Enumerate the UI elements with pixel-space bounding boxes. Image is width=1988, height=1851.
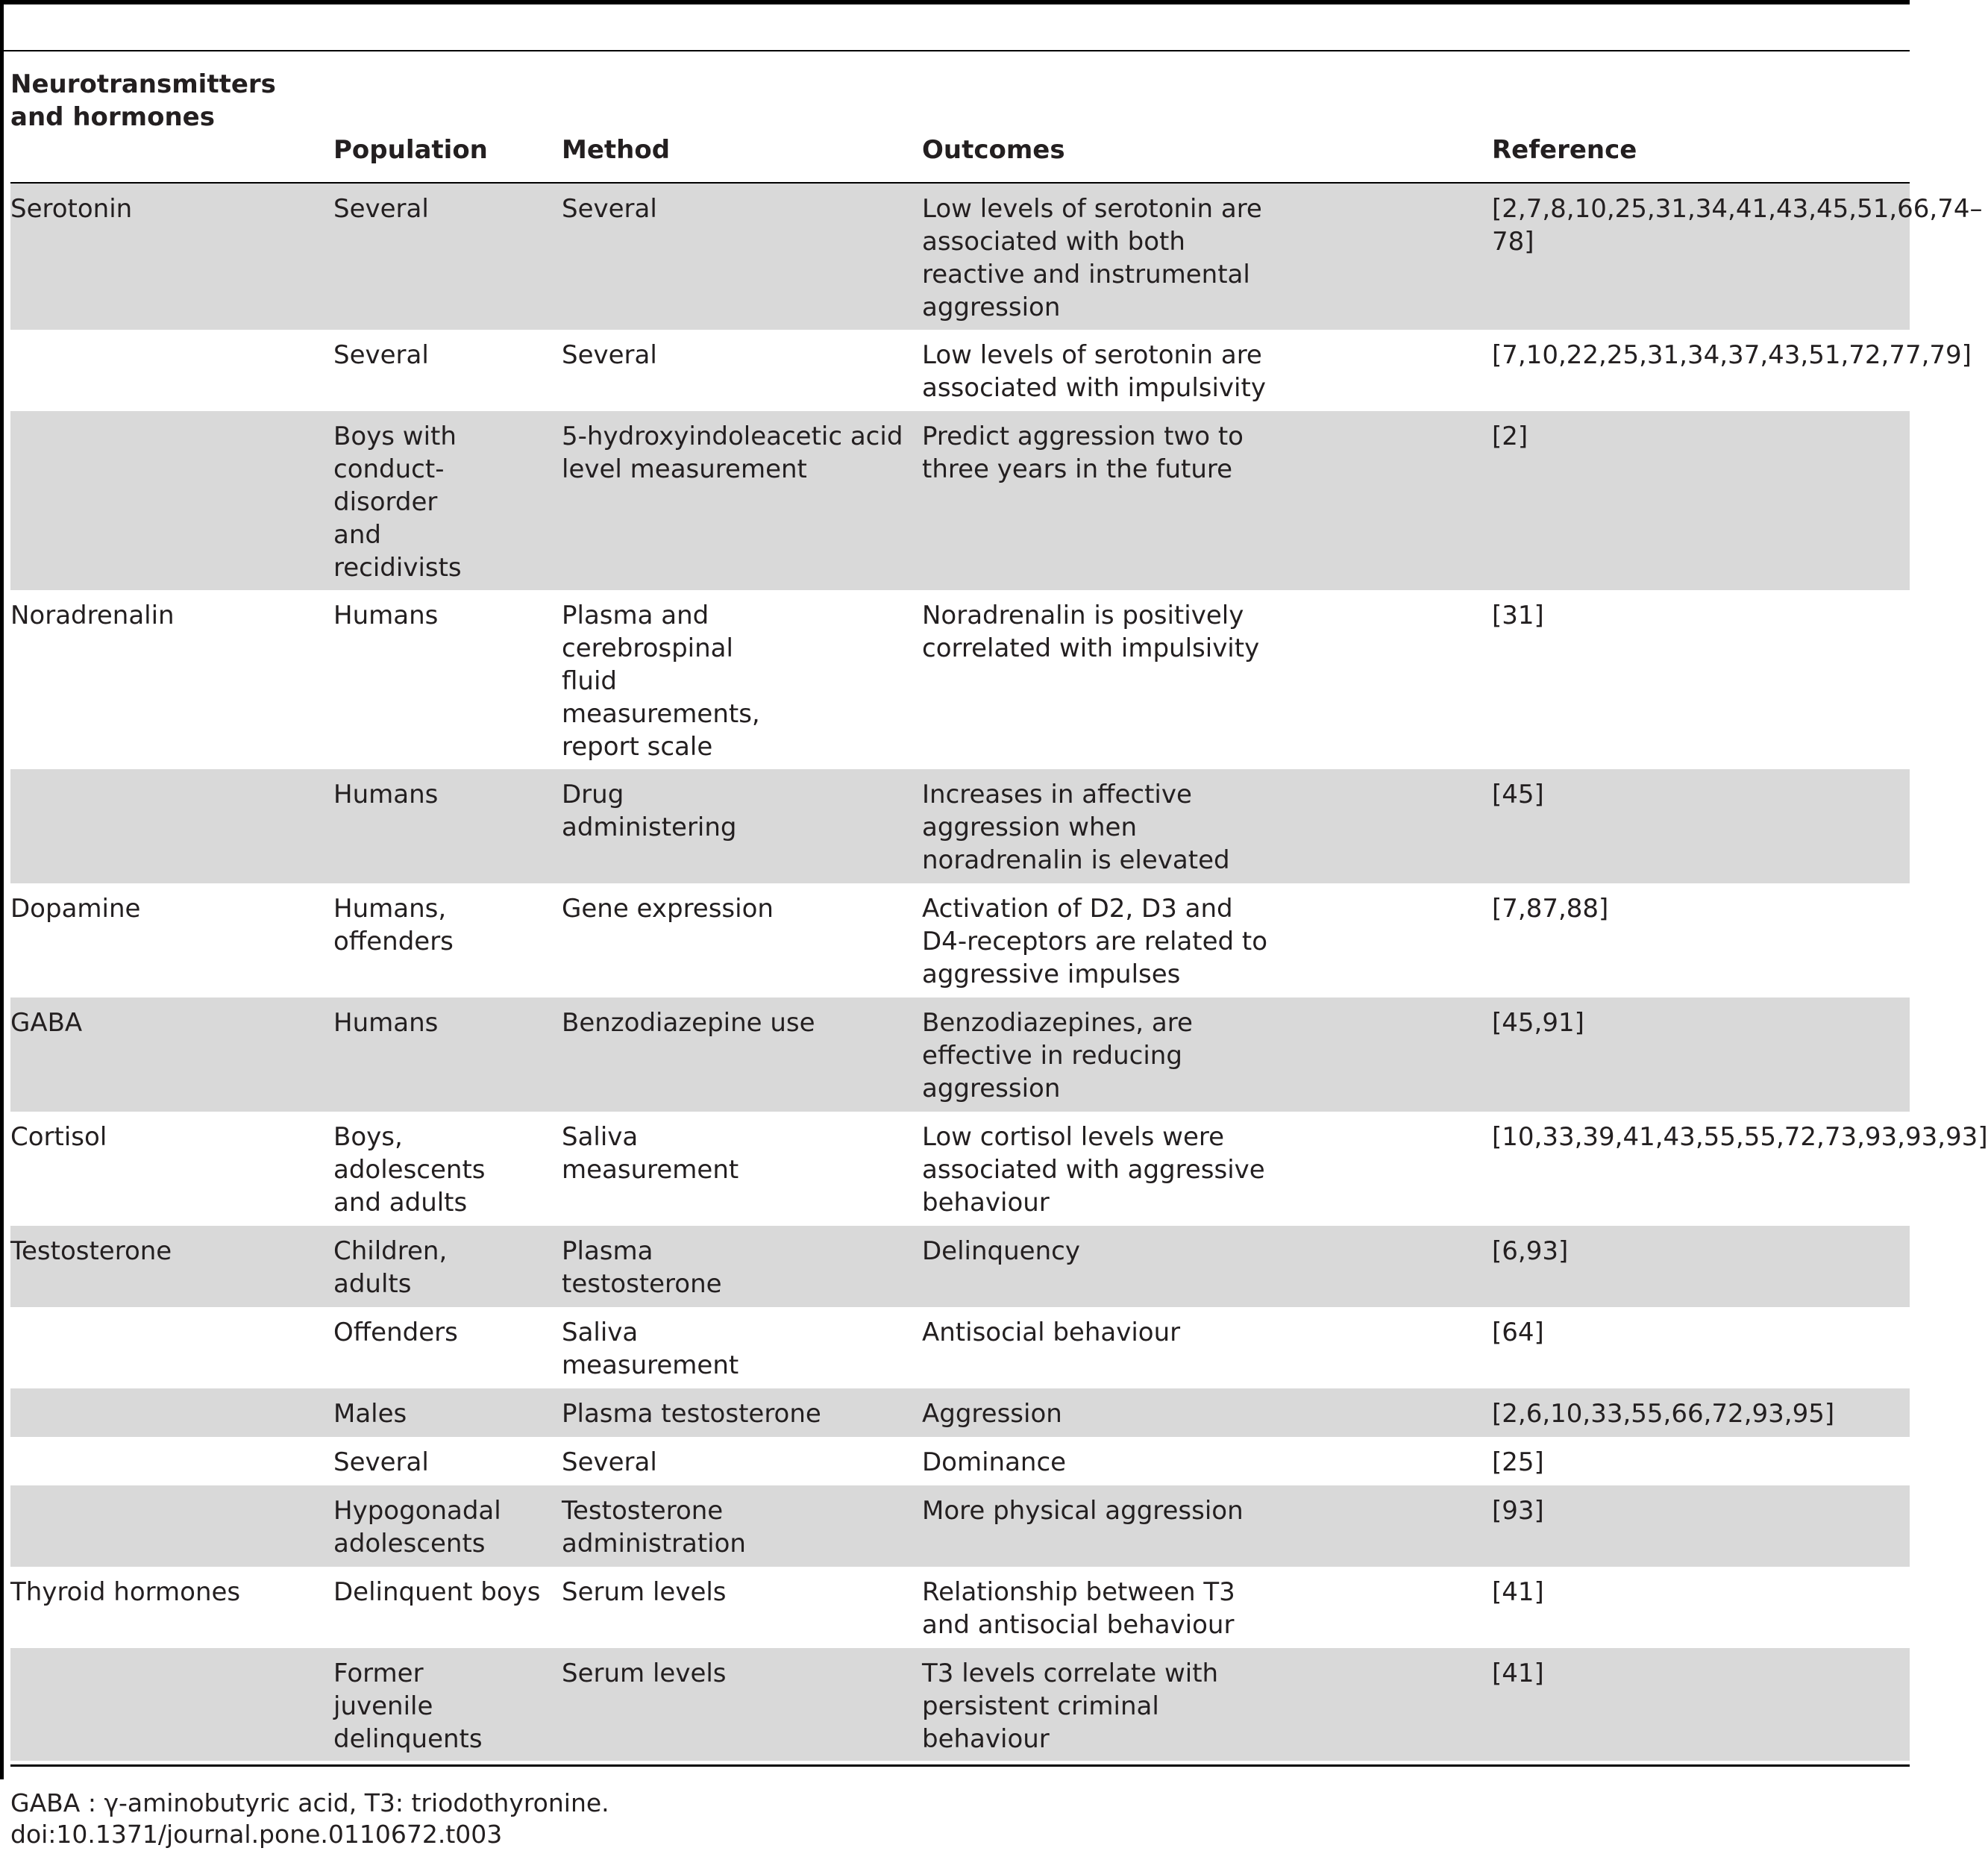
cell-agent: [10, 769, 333, 883]
cell-outcome: Activation of D2, D3 and D4-receptors are related to aggressive impulses: [922, 894, 1268, 989]
cell-outcome: Predict aggression two to three years in the future: [922, 411, 1492, 590]
cell-method: Testosterone administration: [562, 1485, 922, 1567]
cell-population: Males: [333, 1388, 562, 1437]
cell-agent: Serotonin: [10, 184, 333, 330]
cell-method: Plasma testosterone: [562, 1388, 922, 1437]
cell-reference: [6,93]: [1492, 1226, 1910, 1307]
cell-method: Several: [562, 184, 922, 330]
table-row: [10, 1307, 1910, 1388]
cell-method: 5-hydroxyindoleacetic acid level measurement: [562, 411, 922, 590]
table-row: [10, 1648, 1910, 1761]
cell-outcome: Increases in affective aggression when noradrenalin is elevated: [922, 769, 1492, 883]
cell-outcome: Low levels of serotonin are associated with impulsivity: [922, 340, 1266, 403]
cell-population: Hypogonadal adolescents: [333, 1485, 562, 1567]
cell-method: Plasma and cerebrospinal fluid measurements, report scale: [562, 601, 760, 762]
cell-reference: [41]: [1492, 1577, 1544, 1607]
header-method: Method: [562, 135, 671, 165]
cell-outcome: Noradrenalin is positively correlated with impulsivity: [922, 601, 1260, 663]
cell-population: Several: [333, 340, 429, 370]
table-row: [10, 330, 1910, 411]
table-row: [10, 1226, 1910, 1307]
cell-population: Several: [333, 184, 562, 330]
cell-agent: [10, 411, 333, 590]
cell-reference: [45]: [1492, 769, 1910, 883]
header-reference: Reference: [1492, 135, 1637, 165]
cell-population: Humans, offenders: [333, 894, 454, 956]
cell-population: Humans: [333, 997, 562, 1112]
cell-method: Drug administering: [562, 769, 922, 883]
cell-outcome: Antisocial behaviour: [922, 1318, 1181, 1347]
cell-outcome: Low cortisol levels were associated with aggressive behaviour: [922, 1122, 1265, 1218]
cell-population: Former juvenile delinquents: [333, 1648, 562, 1761]
cell-outcome: Aggression: [922, 1388, 1492, 1437]
doi-label: doi:10.1371/journal.pone.0110672.t003: [10, 1820, 503, 1849]
cell-population: Several: [333, 1447, 429, 1477]
cell-agent: GABA: [10, 997, 333, 1112]
table-row: [10, 1567, 1910, 1648]
left-border: [0, 0, 4, 1779]
table-row: [10, 590, 1910, 769]
cell-method: Saliva measurement: [562, 1122, 739, 1185]
cell-agent: Dopamine: [10, 894, 141, 924]
table-row: [10, 1437, 1910, 1485]
table-row: [10, 1112, 1910, 1226]
cell-agent: [10, 330, 333, 411]
cell-outcome: T3 levels correlate with persistent criminal behaviour: [922, 1648, 1492, 1761]
table-row: [10, 1485, 1910, 1567]
data-table: [10, 184, 1988, 1761]
cell-agent: Testosterone: [10, 1226, 333, 1307]
table-row: [10, 769, 1910, 883]
cell-method: Benzodiazepine use: [562, 997, 922, 1112]
cell-reference: [2,7,8,10,25,31,34,41,43,45,51,66,74–78]: [1492, 184, 1910, 330]
cell-agent: Cortisol: [10, 1122, 107, 1152]
cell-population: Humans: [333, 769, 562, 883]
cell-population: Boys, adolescents and adults: [333, 1122, 486, 1218]
table-top-rule: [0, 0, 1910, 4]
cell-agent: Thyroid hormones: [10, 1577, 241, 1607]
cell-outcome: Delinquency: [922, 1226, 1492, 1307]
cell-outcome: Low levels of serotonin are associated with both reactive and instrumental aggression: [922, 184, 1492, 330]
cell-reference: [25]: [1492, 1447, 1544, 1477]
cell-method: Saliva measurement: [562, 1318, 739, 1380]
header-neurotransmitters: Neurotransmitters and hormones: [10, 69, 276, 132]
cell-method: Serum levels: [562, 1577, 727, 1607]
table-bottom-rule: [10, 1764, 1910, 1767]
cell-reference: [31]: [1492, 601, 1544, 630]
cell-outcome: Dominance: [922, 1447, 1067, 1477]
cell-population: Boys with conduct-disorder and recidivists: [333, 411, 562, 590]
cell-agent: Noradrenalin: [10, 601, 175, 630]
cell-agent: [10, 1307, 333, 1388]
table-row: [10, 184, 1910, 330]
table-row: [10, 411, 1910, 590]
cell-method: Several: [562, 340, 657, 370]
cell-agent: [10, 1485, 333, 1567]
cell-outcome: More physical aggression: [922, 1485, 1492, 1567]
cell-agent: [10, 1388, 333, 1437]
cell-reference: [10,33,39,41,43,55,55,72,73,93,93,93]: [1492, 1122, 1988, 1152]
table-top-thin-rule: [0, 50, 1910, 51]
cell-agent: [10, 1648, 333, 1761]
cell-reference: [93]: [1492, 1485, 1910, 1567]
cell-method: Several: [562, 1447, 657, 1477]
header-outcomes: Outcomes: [922, 135, 1065, 165]
cell-reference: [41]: [1492, 1648, 1910, 1761]
header-population: Population: [333, 135, 488, 165]
cell-method: Gene expression: [562, 894, 774, 924]
cell-reference: [64]: [1492, 1318, 1544, 1347]
cell-outcome: Relationship between T3 and antisocial behaviour: [922, 1577, 1235, 1640]
cell-population: Delinquent boys: [333, 1577, 541, 1607]
cell-agent: [10, 1437, 333, 1485]
cell-reference: [2,6,10,33,55,66,72,93,95]: [1492, 1388, 1910, 1437]
cell-outcome: Benzodiazepines, are effective in reducing aggression: [922, 997, 1492, 1112]
cell-method: Plasma testosterone: [562, 1226, 922, 1307]
cell-population: Humans: [333, 601, 439, 630]
table-row: [10, 883, 1910, 997]
table-row: [10, 1388, 1910, 1437]
table-row: [10, 997, 1910, 1112]
cell-population: Children, adults: [333, 1226, 562, 1307]
cell-population: Offenders: [333, 1318, 458, 1347]
cell-reference: [2]: [1492, 411, 1910, 590]
cell-method: Serum levels: [562, 1648, 922, 1761]
table-footnote: GABA : γ-aminobutyric acid, T3: triodothyronine.: [10, 1788, 609, 1817]
cell-reference: [45,91]: [1492, 997, 1910, 1112]
cell-reference: [7,10,22,25,31,34,37,43,51,72,77,79]: [1492, 340, 1972, 370]
cell-reference: [7,87,88]: [1492, 894, 1609, 924]
